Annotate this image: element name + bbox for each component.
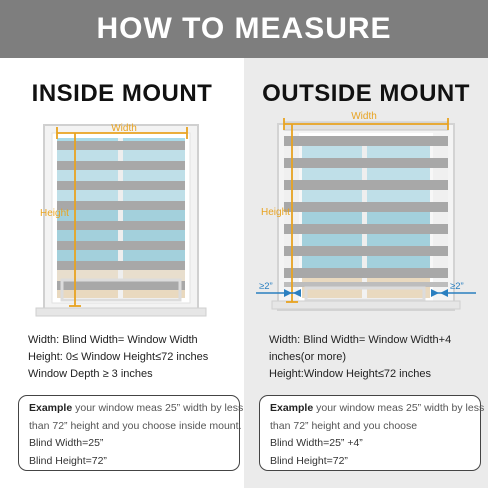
- example-text: than 72” height and you choose inside mount.: [29, 419, 242, 432]
- example-text: Blind Width=25” +4”: [270, 437, 363, 449]
- inside-mount-panel: [0, 58, 244, 488]
- right-margin-label: ≥2”: [450, 281, 464, 292]
- left-margin-label: ≥2”: [259, 281, 273, 292]
- example-label: Example: [270, 402, 314, 414]
- example-text: your window meas 25” width by less: [72, 402, 244, 414]
- page-title: HOW TO MEASURE: [96, 12, 392, 45]
- outside-example-box: [259, 395, 485, 471]
- bottom-rail: [284, 282, 448, 287]
- inside-example-box: [18, 395, 244, 471]
- outside-mount-heading: OUTSIDE MOUNT: [262, 80, 470, 107]
- outside-mount-panel: [244, 58, 488, 488]
- window-sill: [36, 308, 206, 316]
- width-label: Width: [351, 111, 377, 122]
- example-text: Blind Height=72”: [270, 454, 348, 467]
- desc-line: Width: Blind Width= Window Width: [28, 334, 198, 346]
- example-text: Blind Width=25”: [29, 437, 104, 449]
- outside-mount-description: [269, 332, 484, 383]
- blind-stripes: [284, 136, 448, 278]
- example-label: Example: [29, 402, 73, 414]
- height-label: Height: [40, 208, 69, 219]
- width-label: Width: [111, 123, 137, 134]
- desc-line: Height: 0≤ Window Height≤72 inches: [28, 351, 209, 363]
- inside-mount-heading: INSIDE MOUNT: [31, 80, 213, 107]
- blind-stripes: [57, 141, 185, 290]
- example-text: than 72” height and you choose: [270, 419, 418, 432]
- window-sill: [272, 301, 460, 309]
- desc-line: Height:Window Height≤72 inches: [269, 368, 431, 380]
- example-text: your window meas 25” width by less: [313, 402, 485, 414]
- desc-line: Width: Blind Width= Window Width+4: [269, 334, 452, 346]
- example-text: Blind Height=72”: [29, 454, 107, 467]
- desc-line: Window Depth ≥ 3 inches: [28, 368, 153, 380]
- title-banner: [0, 0, 488, 58]
- desc-line: inches(or more): [269, 351, 347, 363]
- height-label: Height: [261, 207, 290, 218]
- inside-mount-description: [28, 332, 243, 383]
